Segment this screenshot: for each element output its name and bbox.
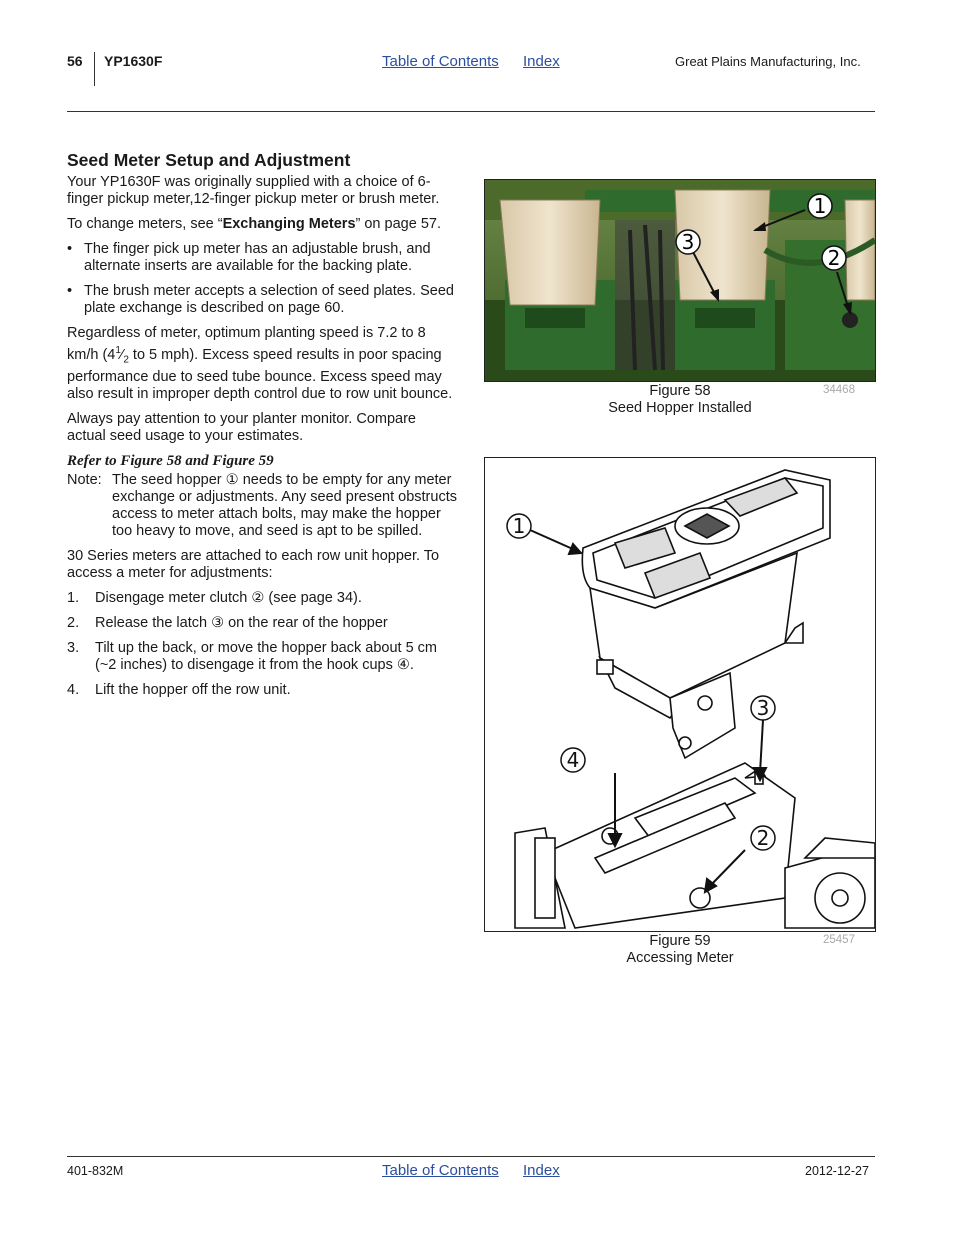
step-text: Release the latch ③ on the rear of the hopper xyxy=(95,614,388,631)
step-item xyxy=(67,640,457,674)
revision-date: 2012-12-27 xyxy=(805,1164,869,1178)
callout-2: 2 xyxy=(756,826,770,850)
step-item xyxy=(67,682,457,699)
figure-58-number: 34468 xyxy=(823,384,855,396)
callout-2: 2 xyxy=(827,246,841,270)
step-item xyxy=(67,615,457,632)
step-item xyxy=(67,590,457,607)
frac-den: 2 xyxy=(123,354,129,366)
bullet-mark: • xyxy=(67,283,73,299)
text-column xyxy=(67,150,457,707)
callout-1: 1 xyxy=(813,194,827,218)
speed-paragraph xyxy=(67,325,457,403)
callout-3: 3 xyxy=(756,696,770,720)
company-name: Great Plains Manufacturing, Inc. xyxy=(675,54,861,69)
frac-num: 1 xyxy=(115,345,121,356)
exchange-reference xyxy=(67,216,457,233)
figure-58-caption xyxy=(560,383,800,417)
ref-pre: To change meters, see “ xyxy=(67,216,223,232)
speed-text-b: to 5 mph). Excess speed results in poor spacing performance due to seed tube bounce. Excess speed may also result in improper depth control due to row unit bounce. xyxy=(67,346,453,402)
footer-index-link[interactable]: Index xyxy=(523,1162,560,1179)
bullet-item xyxy=(67,283,457,317)
note-label: Note: xyxy=(67,471,102,488)
figure-58-title: Seed Hopper Installed xyxy=(608,400,752,416)
step-text: Lift the hopper off the row unit. xyxy=(95,681,291,698)
header-rule xyxy=(67,111,875,112)
section-title: Seed Meter Setup and Adjustment xyxy=(67,150,351,170)
note-block xyxy=(67,472,457,540)
figure-58-label: Figure 58 xyxy=(649,383,711,399)
step-text: Tilt up the back, or move the hopper back about 5 cm (~2 inches) to disengage it from the hook cups ④. xyxy=(95,639,438,673)
header-divider xyxy=(94,52,95,86)
step-number: 3. xyxy=(67,639,80,656)
speed-text-a: Regardless of meter, optimum planting speed is 7.2 to 8 km/h (4 xyxy=(67,325,426,363)
frac-slash: ⁄ xyxy=(120,346,124,363)
figure-reference: Refer to Figure 58 and Figure 59 xyxy=(67,452,274,469)
ref-post: ” on page 57. xyxy=(355,216,441,232)
note-text: The seed hopper ① needs to be empty for any meter exchange or adjustments. Any seed present obstructs access to meter attach bolts, may make the hopper too heavy to move, and seed is apt to be spilled. xyxy=(112,471,457,539)
figure-59-label: Figure 59 xyxy=(649,933,711,949)
access-paragraph: 30 Series meters are attached to each row unit hopper. To access a meter for adjustments: xyxy=(67,547,440,581)
figure-59-number: 25457 xyxy=(823,934,855,946)
bullet-mark: • xyxy=(67,241,73,257)
step-number: 2. xyxy=(67,614,80,631)
planter-photo-illustration xyxy=(485,180,875,381)
callout-4: 4 xyxy=(566,748,580,772)
bullet-text: The brush meter accepts a selection of seed plates. Seed plate exchange is described on page 60. xyxy=(84,283,454,316)
bullet-text: The finger pick up meter has an adjustable brush, and alternate inserts are available for the backing plate. xyxy=(84,241,431,274)
step-text: Disengage meter clutch ② (see page 34). xyxy=(95,589,362,606)
callout-3: 3 xyxy=(681,230,695,254)
figure-59-drawing xyxy=(484,457,876,932)
callout-1: 1 xyxy=(512,514,526,538)
header-toc-link[interactable]: Table of Contents xyxy=(382,53,499,70)
figure-59-title: Accessing Meter xyxy=(626,950,734,966)
step-number: 4. xyxy=(67,681,80,698)
footer-toc-link[interactable]: Table of Contents xyxy=(382,1162,499,1179)
figure-59-caption xyxy=(560,933,800,967)
monitor-paragraph: Always pay attention to your planter monitor. Compare actual seed usage to your estimates. xyxy=(67,410,416,444)
intro-paragraph: Your YP1630F was originally supplied with a choice of 6-finger pickup meter,12-finger pickup meter or brush meter. xyxy=(67,174,440,207)
footer-rule xyxy=(67,1156,875,1157)
page-number: 56 xyxy=(67,53,83,69)
model-name: YP1630F xyxy=(104,53,163,69)
ref-bold: Exchanging Meters xyxy=(222,216,356,232)
step-number: 1. xyxy=(67,589,80,606)
doc-number: 401-832M xyxy=(67,1164,124,1178)
bullet-item xyxy=(67,241,457,275)
header-index-link[interactable]: Index xyxy=(523,53,560,70)
hopper-line-drawing xyxy=(485,458,875,931)
figure-58-photo xyxy=(484,179,876,382)
